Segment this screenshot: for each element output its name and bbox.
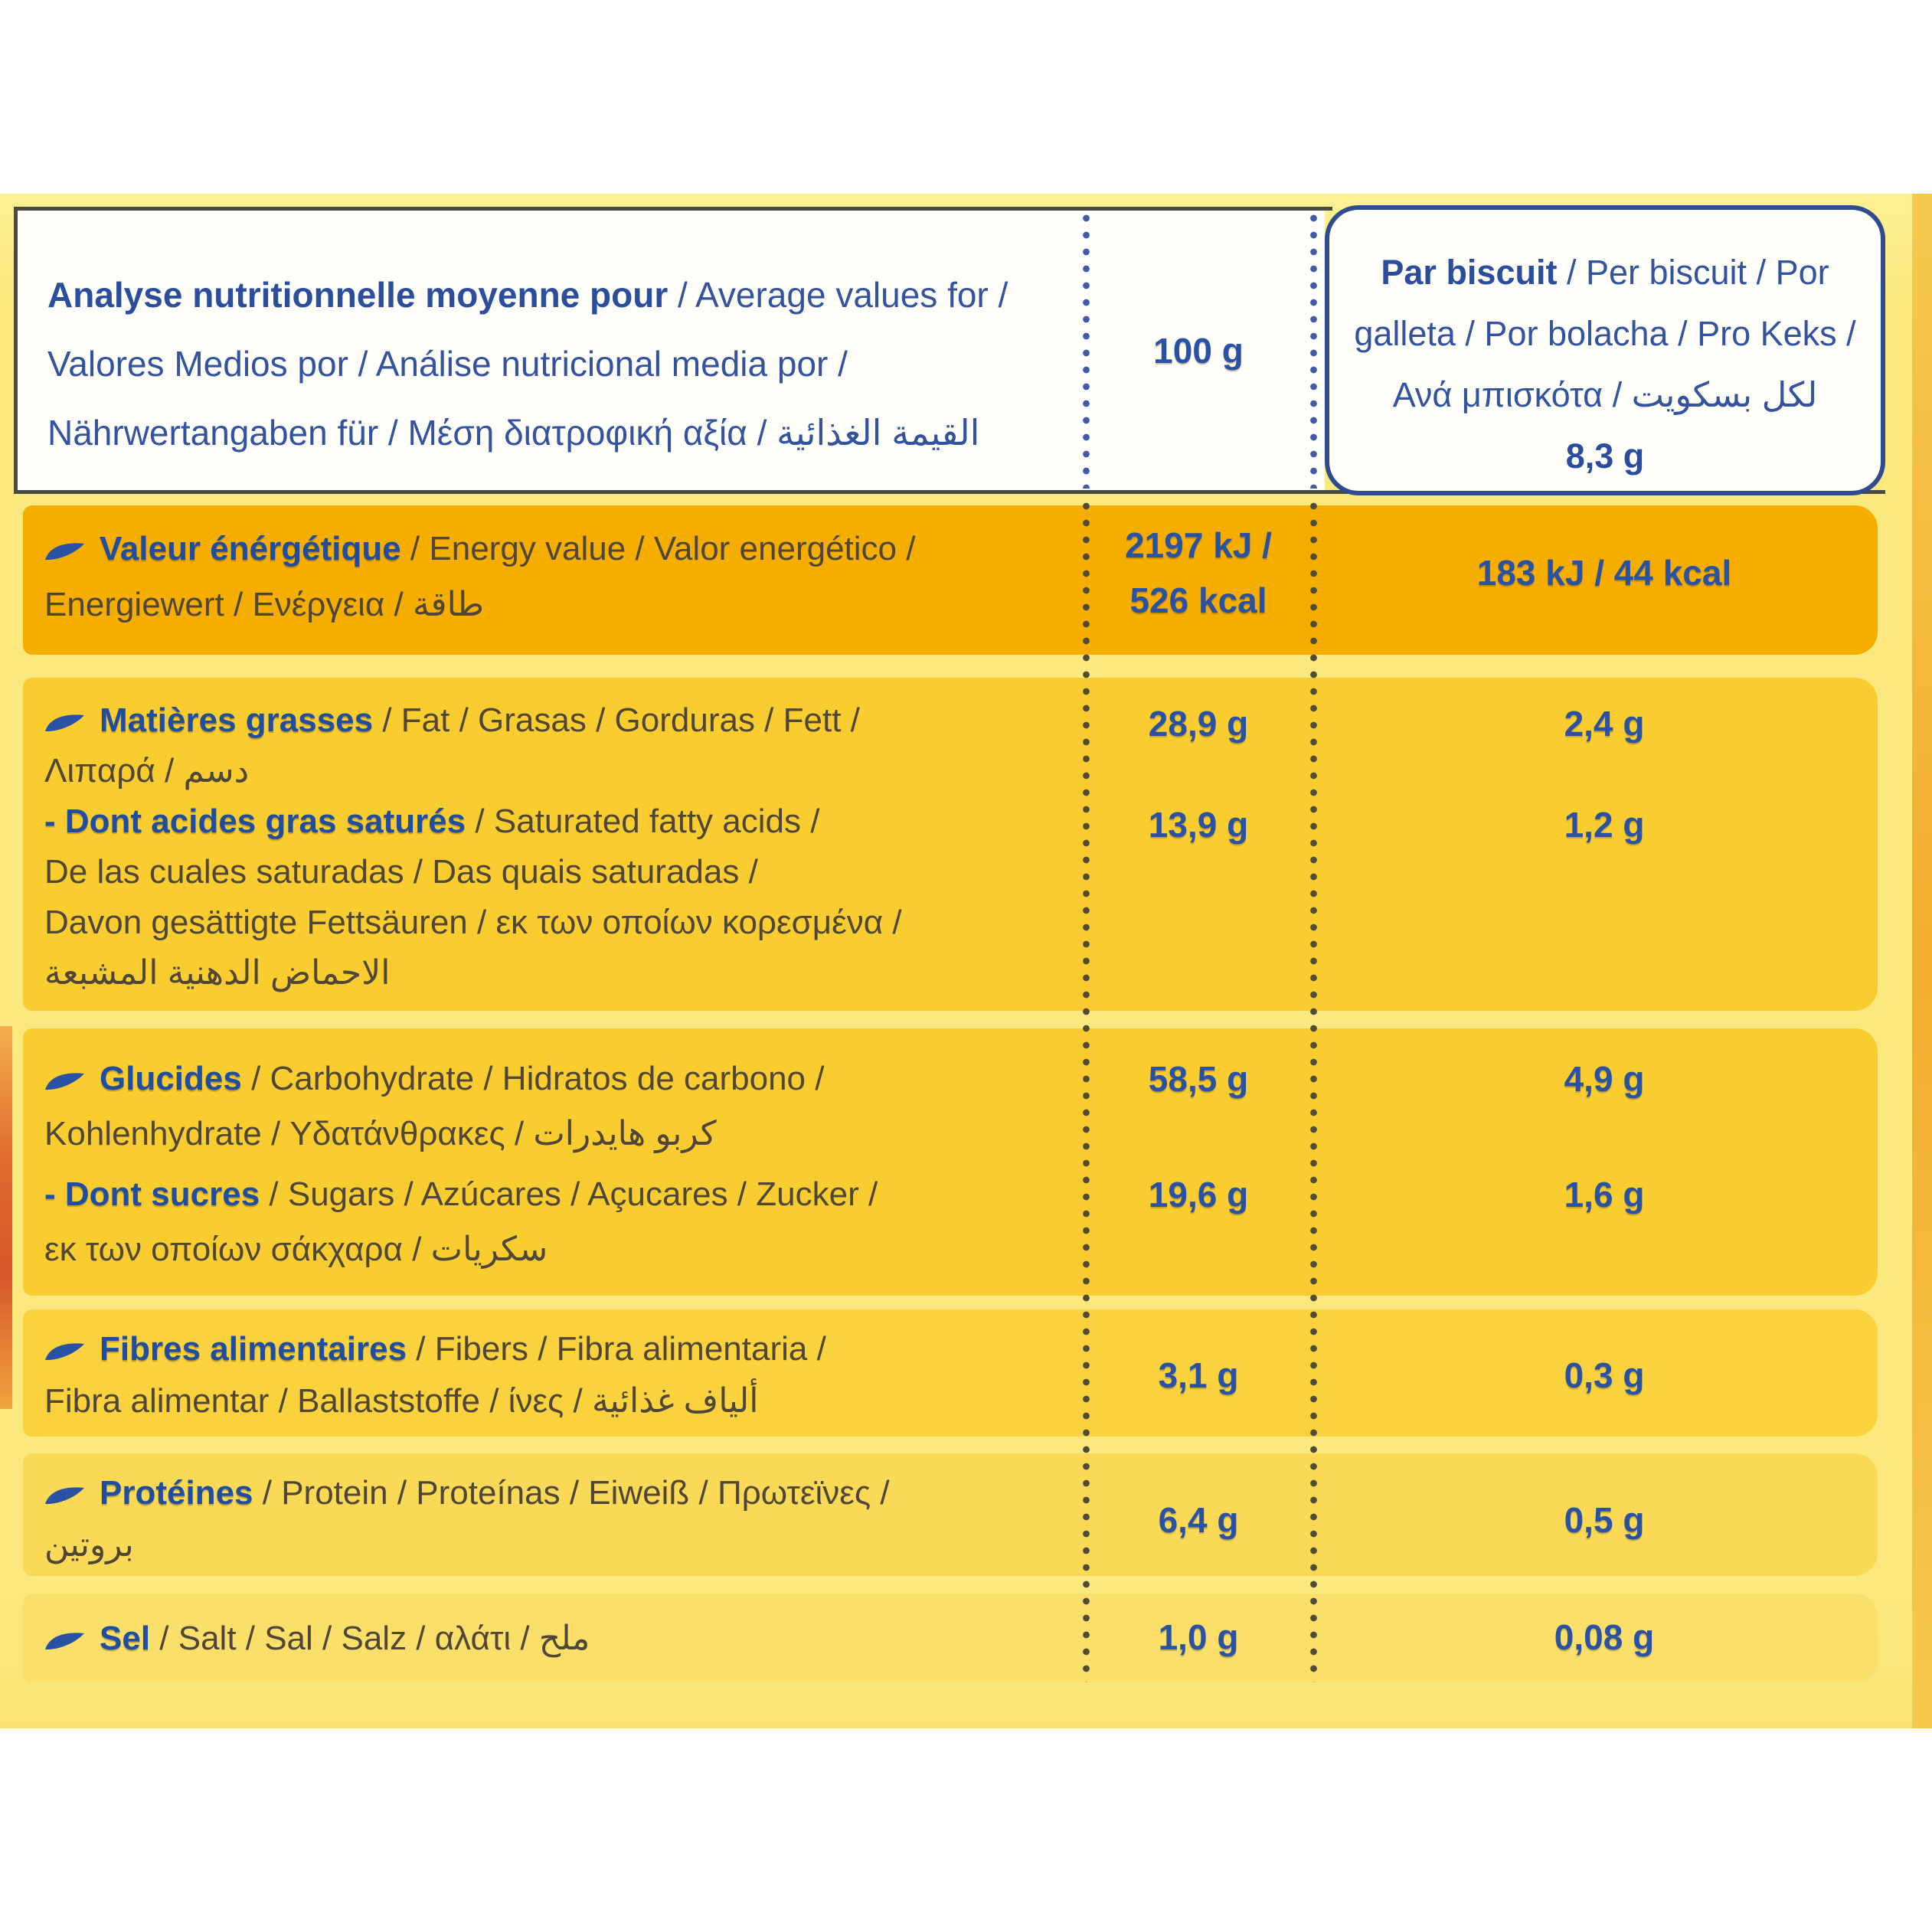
fat-value-100g: 28,9 g xyxy=(1148,704,1249,744)
row-carbs-label: Glucides / Carbohydrate / Hidratos de carbono / Kohlenhydrate / Υδατάνθρακες / كربو هايدرات - Dont sucres / Sugars / Azúcares / Açucares / Zucker / εκ των οποίων σάκχαρα / سكريات xyxy=(44,1060,878,1268)
energy-value-100g-kcal: 526 kcal xyxy=(1129,580,1267,620)
leaf-icon xyxy=(44,1630,86,1652)
saturated-fat-value-100g: 13,9 g xyxy=(1148,805,1249,845)
package-edge-left xyxy=(0,1026,12,1409)
per-biscuit-line2: galleta / Por bolacha / Pro Keks / xyxy=(1354,314,1856,353)
column-header-100g: 100 g xyxy=(1153,331,1244,371)
leaf-icon xyxy=(44,1341,86,1362)
protein-value-biscuit: 0,5 g xyxy=(1564,1500,1645,1540)
per-biscuit-line3: Ανά μπισκότα / لكل بسكويت xyxy=(1392,375,1818,414)
header-title-line3: Nährwertangaben für / Μέση διατροφική αξία / القيمة الغذائية xyxy=(47,413,980,453)
table-left-border xyxy=(14,208,18,494)
row-fibers-label: Fibres alimentaires / Fibers / Fibra alimentaria / Fibra alimentar / Ballaststoffe / ίνες / ألياف غذائية xyxy=(44,1330,826,1420)
protein-value-100g: 6,4 g xyxy=(1158,1500,1239,1540)
row-salt-label: Sel / Salt / Sal / Salz / αλάτι / ملح xyxy=(44,1613,590,1665)
header-title-fr: Analyse nutritionnelle moyenne pour xyxy=(47,275,669,315)
salt-value-biscuit: 0,08 g xyxy=(1554,1617,1655,1657)
saturated-fat-value-biscuit: 1,2 g xyxy=(1564,805,1645,845)
column-divider-1-body xyxy=(1083,502,1090,1682)
header-title xyxy=(47,260,1074,467)
column-divider-2-body xyxy=(1310,502,1317,1682)
per-biscuit-weight: 8,3 g xyxy=(1565,436,1645,476)
carbs-value-100g: 58,5 g xyxy=(1148,1059,1249,1099)
carbs-value-biscuit: 4,9 g xyxy=(1564,1059,1645,1099)
energy-value-biscuit: 183 kJ / 44 kcal xyxy=(1476,553,1732,593)
row-fat-label: Matières grasses / Fat / Grasas / Gorduras / Fett / Λιπαρά / دسم - Dont acides gras saturés / Saturated fatty acids / De las cuales saturadas / Das quais saturadas / Davon gesättigte Fettsäuren / εκ των οποίων κορεσμένα / الاحماض الدهنية المشبعة xyxy=(44,701,902,992)
leaf-icon xyxy=(44,1485,86,1506)
sugars-value-100g: 19,6 g xyxy=(1148,1175,1249,1214)
column-divider-2-header xyxy=(1310,214,1317,489)
column-divider-1-header xyxy=(1083,214,1090,489)
column-header-per-biscuit xyxy=(1345,242,1865,487)
sugars-value-biscuit: 1,6 g xyxy=(1564,1175,1645,1214)
leaf-icon xyxy=(44,541,86,562)
row-energy-label: Valeur énérgétique / Energy value / Valor energético / Energiewert / Ενέργεια / طاقة xyxy=(44,530,916,623)
leaf-icon xyxy=(44,712,86,734)
energy-value-100g-kj: 2197 kJ / xyxy=(1125,525,1272,565)
salt-value-100g: 1,0 g xyxy=(1158,1617,1239,1657)
per-biscuit-line1: Par biscuit / Per biscuit / Por xyxy=(1381,253,1829,292)
leaf-icon xyxy=(44,1071,86,1092)
fibers-value-biscuit: 0,3 g xyxy=(1564,1355,1645,1395)
package-edge-right xyxy=(1912,194,1932,1728)
header-title-line2: Valores Medios por / Análise nutricional media por / xyxy=(47,344,848,384)
row-protein-label: Protéines / Protein / Proteínas / Eiweiß / Πρωτεϊνες / بروتين xyxy=(44,1474,890,1564)
header-title-line1: Analyse nutritionnelle moyenne pour / Average values for / xyxy=(47,275,1008,315)
table-top-border xyxy=(14,207,1332,211)
fibers-value-100g: 3,1 g xyxy=(1158,1355,1239,1395)
fat-value-biscuit: 2,4 g xyxy=(1564,704,1645,744)
